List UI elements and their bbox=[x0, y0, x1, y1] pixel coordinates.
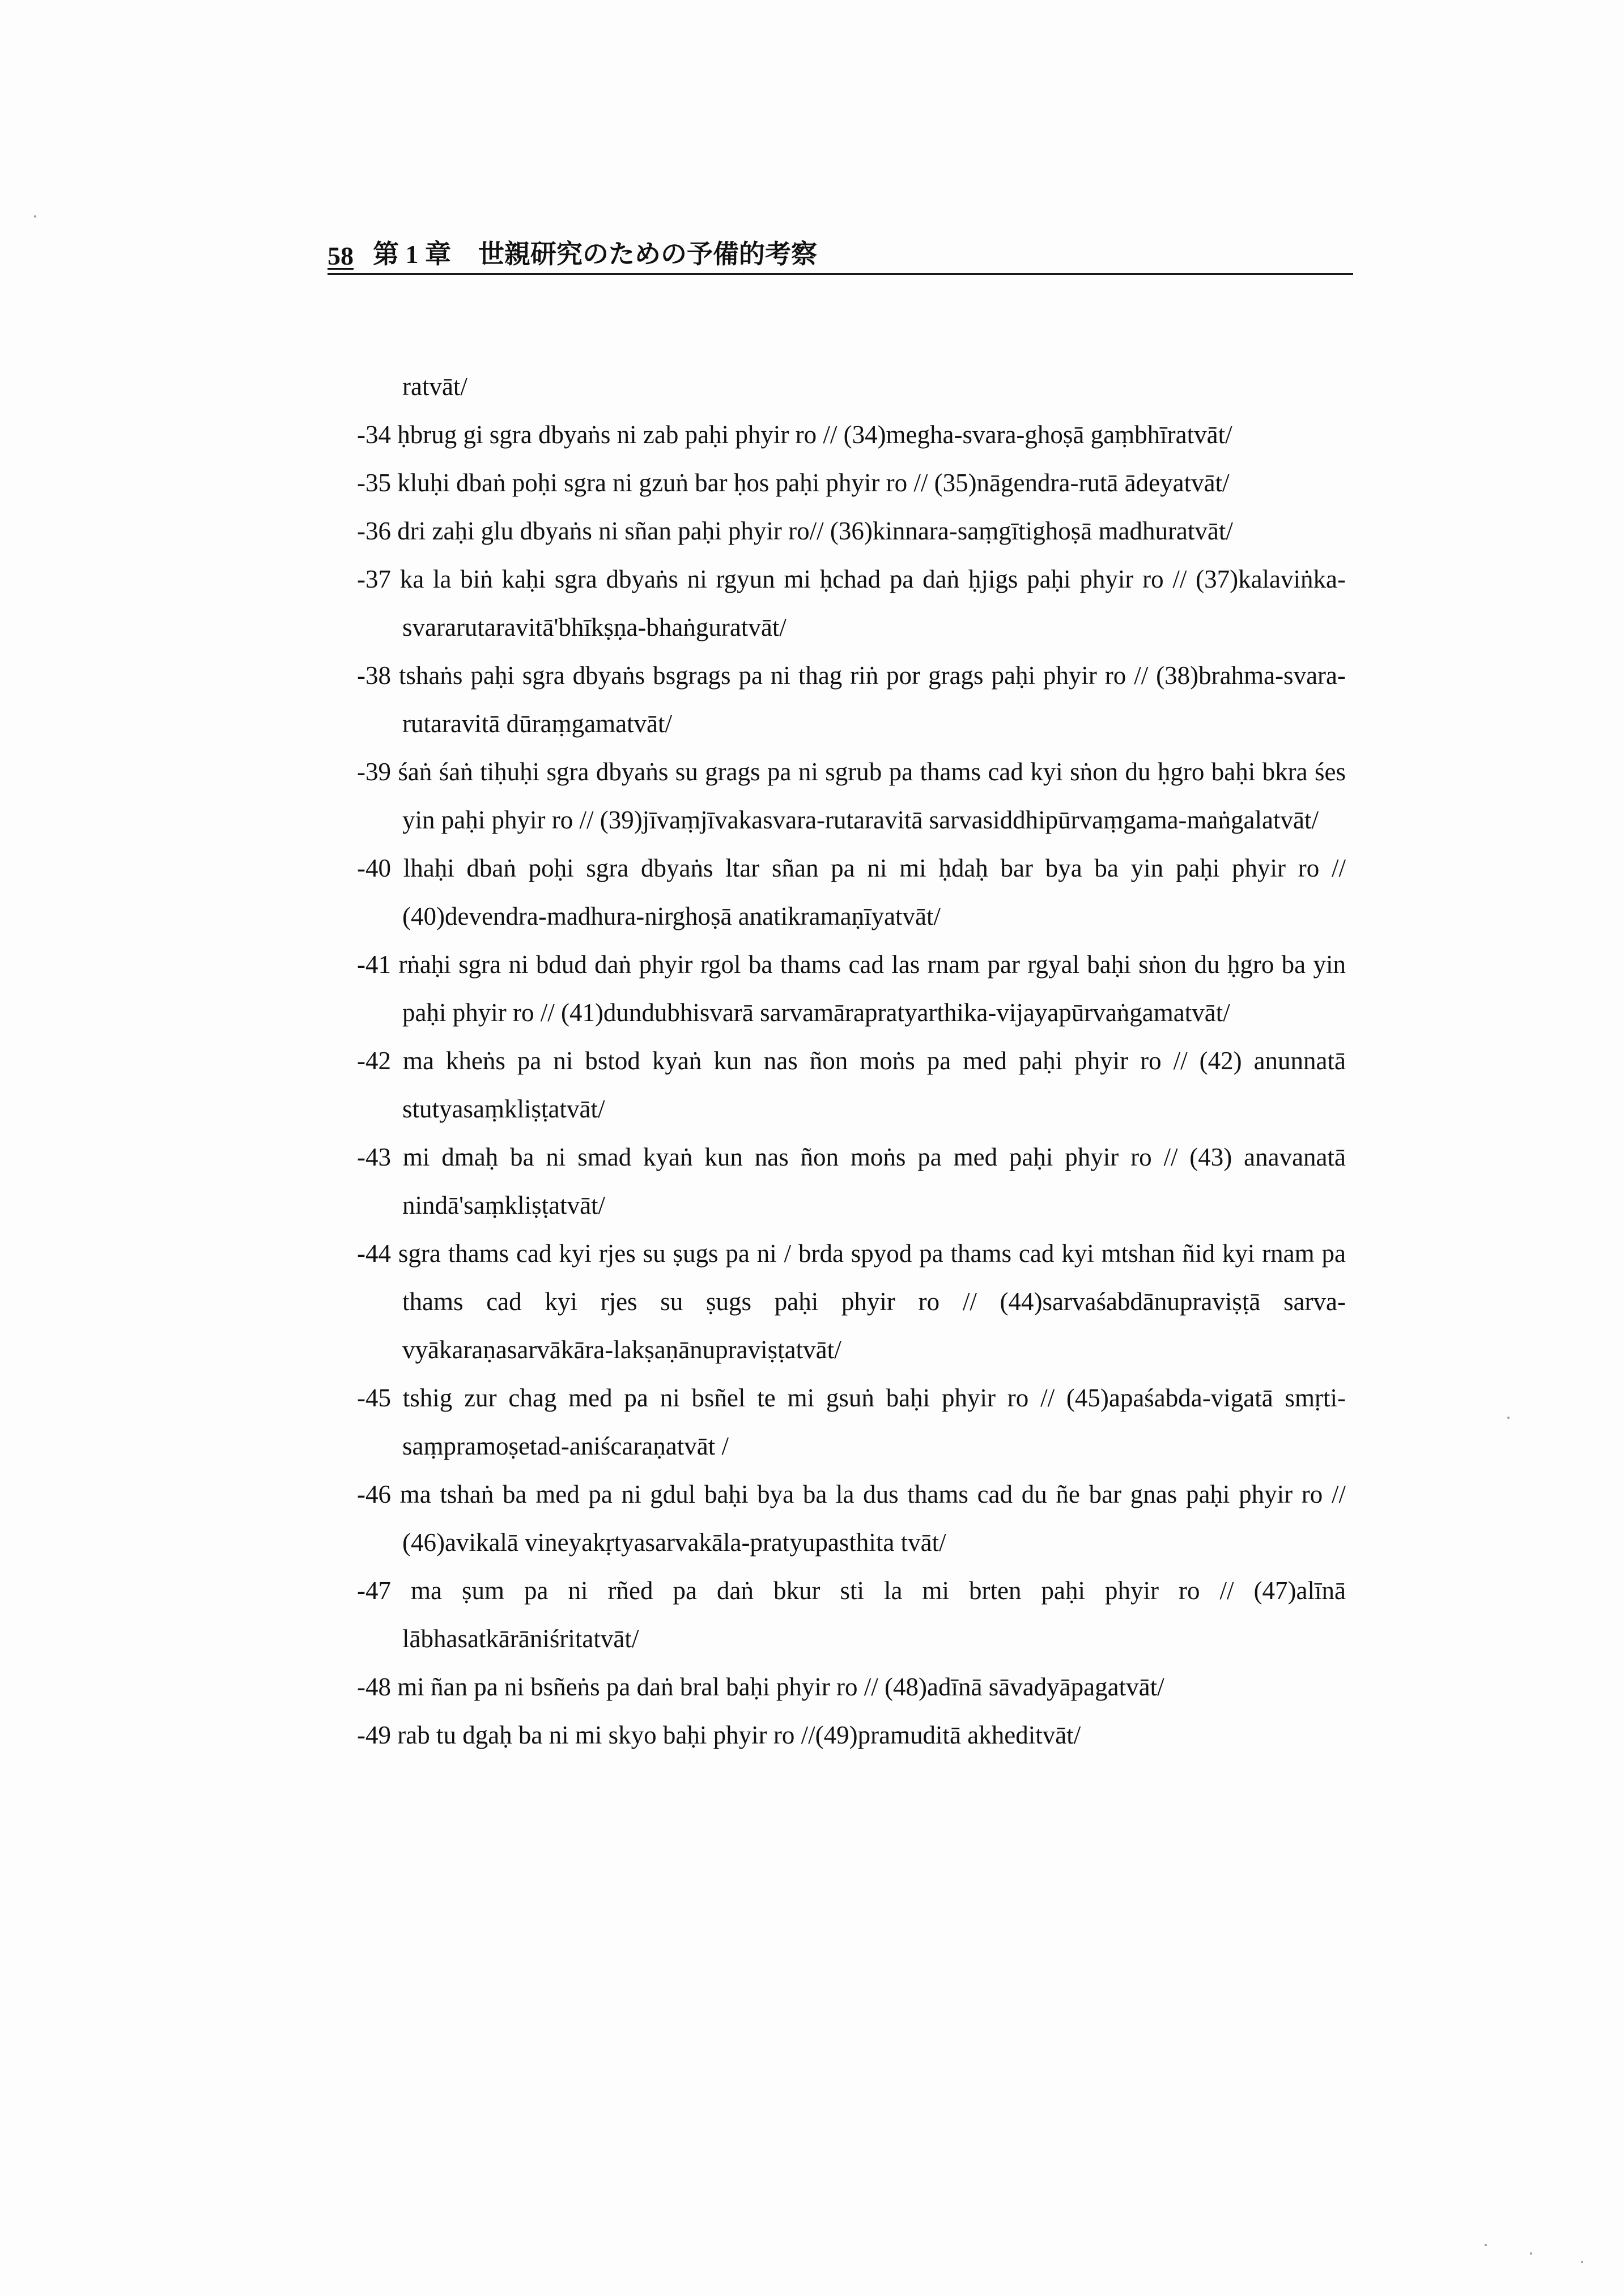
chapter-label: 第 1 章 bbox=[373, 240, 451, 269]
text-line: -34 ḥbrug gi sgra dbyaṅs ni zab paḥi phyir ro // (34)megha-svara-ghoṣā gaṃbhīratvāt/ bbox=[357, 420, 1232, 449]
text-line: -35 kluḥi dbaṅ poḥi sgra ni gzuṅ bar ḥos paḥi phyir ro // (35)nāgendra-rutā ādeyatvāt/ bbox=[357, 469, 1230, 497]
text-line: -36 dri zaḥi glu dbyaṅs ni sñan paḥi phyir ro// (36)kinnara-saṃgītighoṣā madhuratvāt/ bbox=[357, 517, 1233, 545]
text-line: -38 tshaṅs paḥi sgra dbyaṅs bsgrags pa ni thag riṅ por grags paḥi phyir ro // (38)brahma-svara-rutaravitā dūraṃgamatvāt/ bbox=[357, 661, 1346, 738]
chapter-title: 世親研究のための予備的考察 bbox=[478, 240, 817, 269]
text-line: ratvāt/ bbox=[402, 372, 467, 401]
running-header bbox=[328, 235, 1353, 275]
scan-speck bbox=[1485, 2244, 1487, 2246]
text-line: -39 śaṅ śaṅ tiḥuḥi sgra dbyaṅs su grags pa ni sgrub pa thams cad kyi sṅon du ḥgro baḥi bkra śes yin paḥi phyir ro // (39)jīvaṃjīvakasvara-rutaravitā sarvasiddhipūrvaṃgama-maṅgalatvāt/ bbox=[357, 758, 1346, 834]
text-line: -48 mi ñan pa ni bsñeṅs pa daṅ bral baḥi phyir ro // (48)adīnā sāvadyāpagatvāt/ bbox=[357, 1673, 1164, 1701]
scan-speck bbox=[1507, 1417, 1510, 1419]
text-line: -44 sgra thams cad kyi rjes su ṣugs pa ni / brda spyod pa thams cad kyi mtshan ñid kyi rnam pa thams cad kyi rjes su ṣugs paḥi phyir ro // (44)sarvaśabdānupraviṣṭā sarva-vyākaraṇasarvākāra-lakṣaṇānupraviṣṭatvāt/ bbox=[357, 1239, 1346, 1364]
text-line: -43 mi dmaḥ ba ni smad kyaṅ kun nas ñon moṅs pa med paḥi phyir ro // (43) anavanatā nindā'saṃkliṣṭatvāt/ bbox=[357, 1143, 1346, 1219]
page-number: 58 bbox=[328, 241, 354, 270]
text-line: -46 ma tshaṅ ba med pa ni gdul baḥi bya ba la dus thams cad du ñe bar gnas paḥi phyir ro // (46)avikalā vineyakṛtyasarvakāla-pratyupasthita tvāt/ bbox=[357, 1480, 1346, 1557]
text-line: -45 tshig zur chag med pa ni bsñel te mi gsuṅ baḥi phyir ro // (45)apaśabda-vigatā smṛti-saṃpramoṣetad-aniścaraṇatvāt / bbox=[357, 1384, 1346, 1460]
text-line: -49 rab tu dgaḥ ba ni mi skyo baḥi phyir ro //(49)pramuditā akheditvāt/ bbox=[357, 1721, 1081, 1749]
body-text bbox=[357, 363, 1346, 1759]
text-line: -42 ma kheṅs pa ni bstod kyaṅ kun nas ñon moṅs pa med paḥi phyir ro // (42) anunnatā stutyasaṃkliṣṭatvāt/ bbox=[357, 1047, 1346, 1123]
scan-speck bbox=[34, 215, 36, 218]
text-line: -37 ka la biṅ kaḥi sgra dbyaṅs ni rgyun mi ḥchad pa daṅ ḥjigs paḥi phyir ro // (37)kalaviṅka-svararutaravitā'bhīkṣṇa-bhaṅguratvāt/ bbox=[357, 565, 1346, 641]
text-line: -47 ma ṣum pa ni rñed pa daṅ bkur sti la mi brten paḥi phyir ro // (47)alīnā lābhasatkārāniśritatvāt/ bbox=[357, 1576, 1346, 1653]
scan-speck bbox=[1530, 2252, 1532, 2255]
scan-speck bbox=[1581, 2261, 1583, 2263]
text-line: -41 rṅaḥi sgra ni bdud daṅ phyir rgol ba thams cad las rnam par rgyal baḥi sṅon du ḥgro ba yin paḥi phyir ro // (41)dundubhisvarā sarvamārapratyarthika-vijayapūrvaṅgamatvāt/ bbox=[357, 950, 1346, 1027]
text-line: -40 lhaḥi dbaṅ poḥi sgra dbyaṅs ltar sñan pa ni mi ḥdaḥ bar bya ba yin paḥi phyir ro // (40)devendra-madhura-nirghoṣā anatikramaṇīyatvāt/ bbox=[357, 854, 1346, 930]
